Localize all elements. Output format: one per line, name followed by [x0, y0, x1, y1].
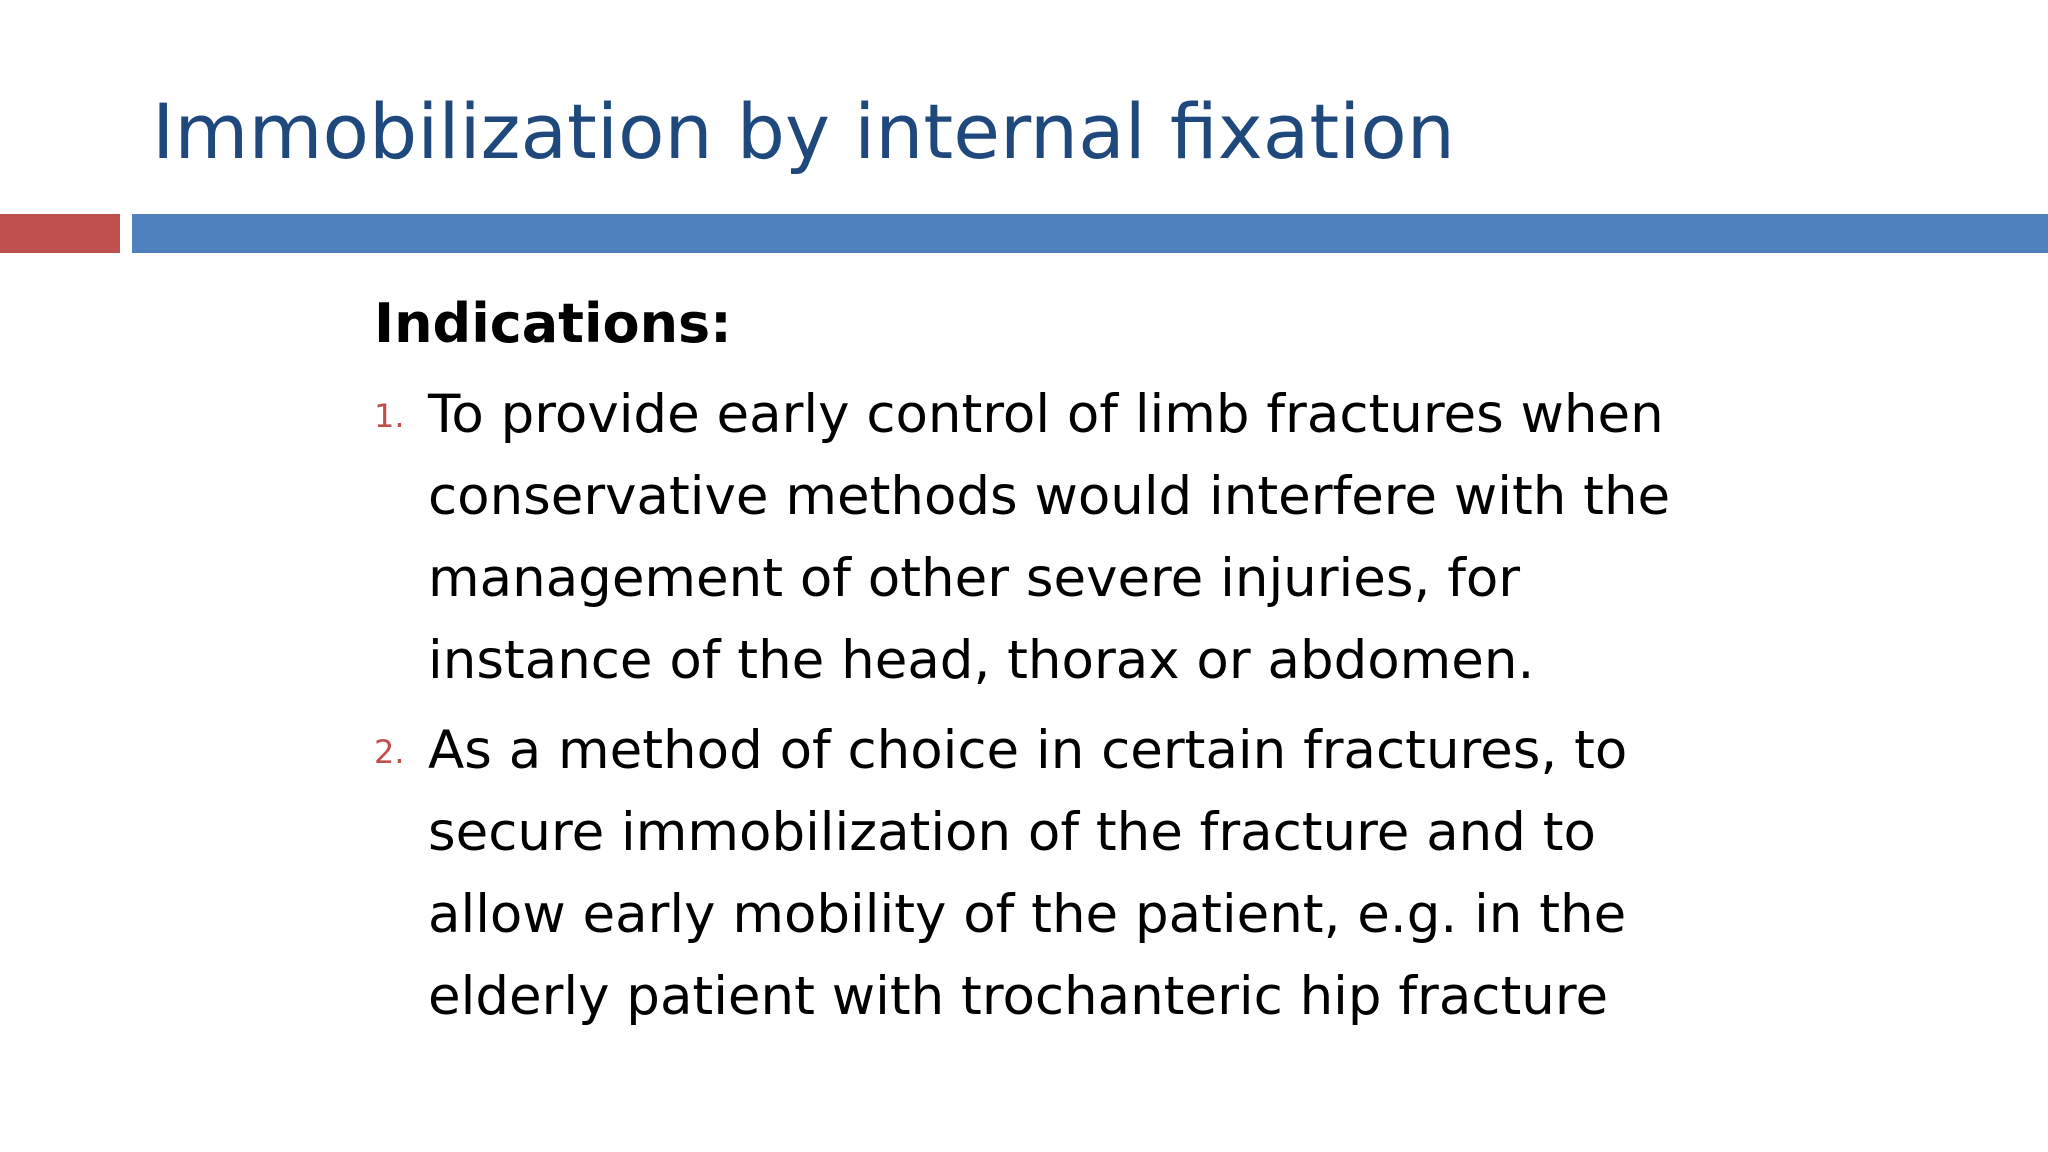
slide-title: Immobilization by internal fixation: [152, 87, 1455, 176]
list-item: [374, 710, 1774, 1038]
list-item-text-line: instance of the head, thorax or abdomen.: [428, 630, 1535, 691]
list-item-number: 1.: [374, 397, 405, 435]
list-item-text-line: To provide early control of limb fractures when: [428, 384, 1664, 445]
list-item-number: 2.: [374, 733, 405, 771]
list-item-text-line: As a method of choice in certain fractures, to: [428, 720, 1628, 781]
list-item: [374, 374, 1774, 702]
title-accent-bar: [0, 214, 120, 253]
title-divider-bar: [132, 214, 2048, 253]
slide-body: [374, 288, 1774, 1046]
list-item-text-line: management of other severe injuries, for: [428, 548, 1521, 609]
list-item-text-line: secure immobilization of the fracture and to: [428, 802, 1596, 863]
indications-heading: Indications:: [374, 292, 732, 355]
list-item-text-line: allow early mobility of the patient, e.g. in the: [428, 884, 1627, 945]
indications-list: [374, 374, 1774, 1038]
list-item-text-line: elderly patient with trochanteric hip fracture: [428, 966, 1609, 1027]
list-item-text-line: conservative methods would interfere with the: [428, 466, 1671, 527]
